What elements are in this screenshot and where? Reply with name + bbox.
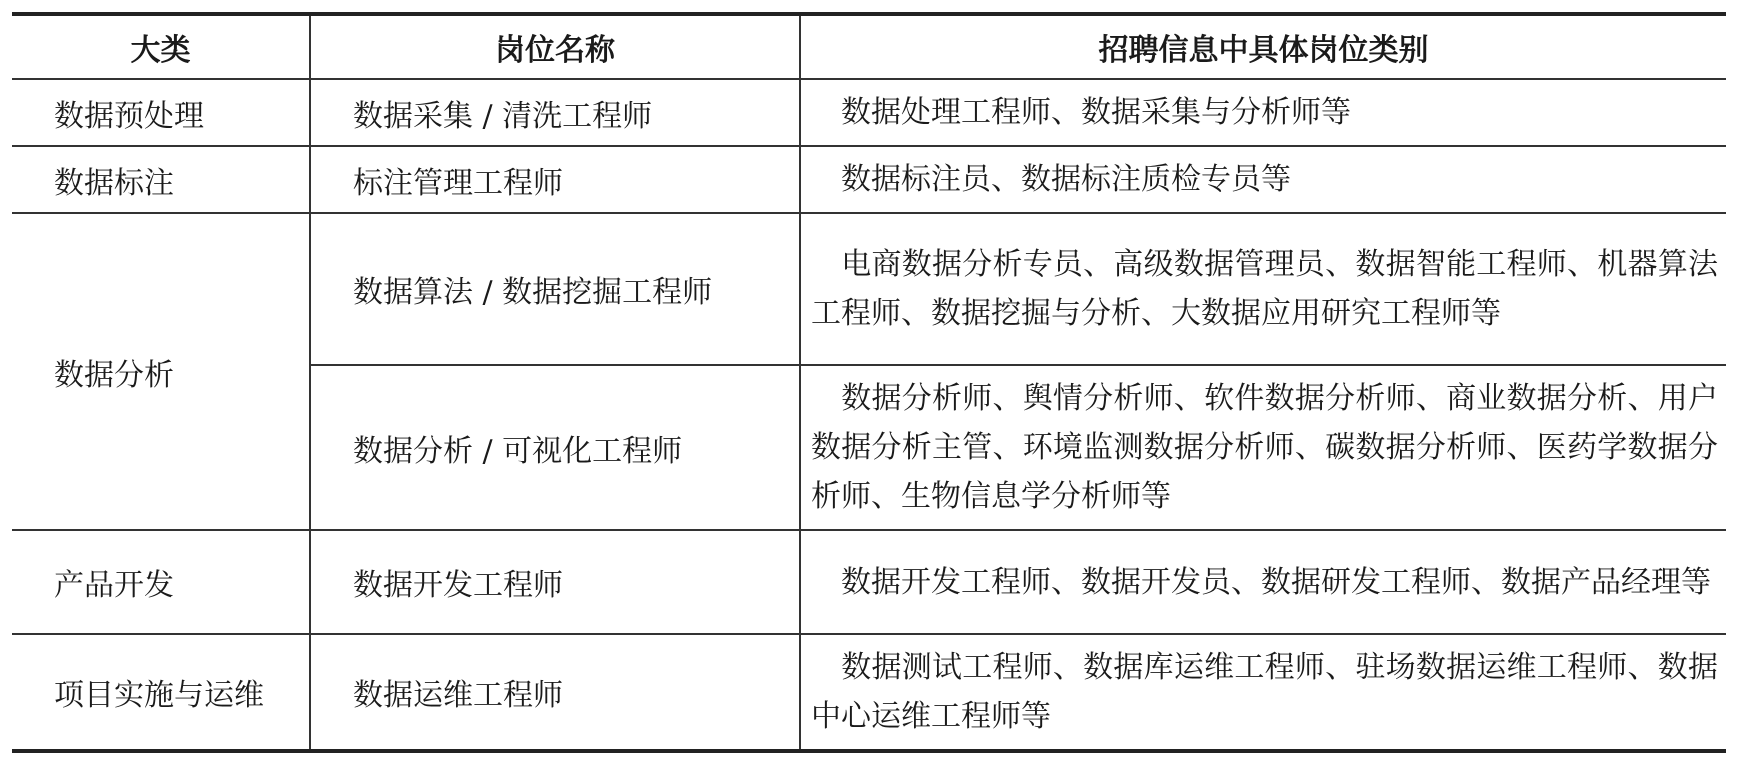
table-row bbox=[12, 634, 1726, 751]
table-row bbox=[12, 213, 1726, 365]
position-cell: 数据分析 / 可视化工程师 bbox=[310, 365, 800, 530]
table-row bbox=[12, 146, 1726, 213]
position-cell: 数据采集 / 清洗工程师 bbox=[310, 79, 800, 146]
position-cell: 数据开发工程师 bbox=[310, 530, 800, 634]
position-cell: 标注管理工程师 bbox=[310, 146, 800, 213]
table-row bbox=[12, 79, 1726, 146]
category-cell: 数据标注 bbox=[12, 146, 310, 213]
header-row bbox=[12, 14, 1726, 79]
position-cell: 数据运维工程师 bbox=[310, 634, 800, 751]
details-text: 数据开发工程师、数据开发员、数据研发工程师、数据产品经理等 bbox=[841, 564, 1711, 600]
details-cell bbox=[800, 365, 1726, 530]
category-cell: 数据预处理 bbox=[12, 79, 310, 146]
details-text: 数据分析师、舆情分析师、软件数据分析师、商业数据分析、用户数据分析主管、环境监测数据分析师、碳数据分析师、医药学数据分析师、生物信息学分析师等 bbox=[811, 381, 1718, 514]
header-details: 招聘信息中具体岗位类别 bbox=[800, 14, 1726, 79]
position-cell: 数据算法 / 数据挖掘工程师 bbox=[310, 213, 800, 365]
category-cell: 项目实施与运维 bbox=[12, 634, 310, 751]
details-text: 数据测试工程师、数据库运维工程师、驻场数据运维工程师、数据中心运维工程师等 bbox=[811, 650, 1718, 734]
category-cell: 数据分析 bbox=[12, 213, 310, 530]
category-cell: 产品开发 bbox=[12, 530, 310, 634]
header-position: 岗位名称 bbox=[310, 14, 800, 79]
details-text: 数据标注员、数据标注质检专员等 bbox=[841, 162, 1291, 197]
header-category: 大类 bbox=[12, 14, 310, 79]
details-cell bbox=[800, 634, 1726, 751]
details-text: 电商数据分析专员、高级数据管理员、数据智能工程师、机器算法工程师、数据挖掘与分析、大数据应用研究工程师等 bbox=[811, 247, 1718, 331]
details-cell bbox=[800, 213, 1726, 365]
details-cell bbox=[800, 146, 1726, 213]
details-cell bbox=[800, 79, 1726, 146]
job-category-table bbox=[12, 12, 1726, 753]
details-cell bbox=[800, 530, 1726, 634]
table-row bbox=[12, 530, 1726, 634]
details-text: 数据处理工程师、数据采集与分析师等 bbox=[841, 95, 1351, 130]
